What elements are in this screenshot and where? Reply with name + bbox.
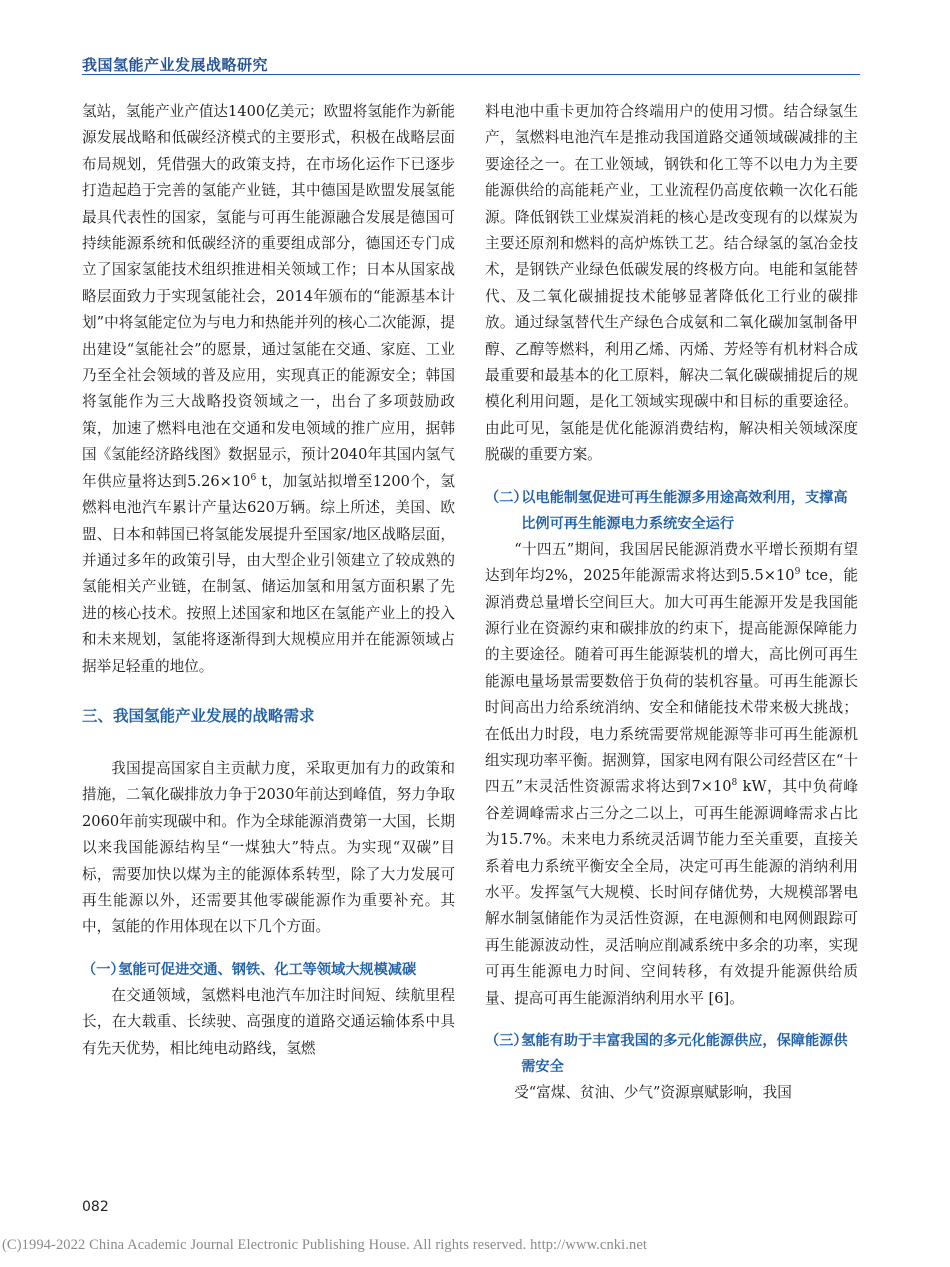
body-paragraph <box>82 99 455 680</box>
subsection-title: 氢能可促进交通、钢铁、化工等领域大规模减碳 <box>118 961 417 978</box>
subsection-number: （一） <box>82 961 125 978</box>
superscript: 9 <box>794 567 801 578</box>
paragraph-text: t，加氢站拟增至1200个，氢燃料电池汽车累计产量达620万辆。综上所述，美国、欧盟、日本和韩国已将氢能发展提升至国家/地区战略层面，并通过多年的政策引导，由大型企业引领建立了较成熟的氢能相关产业链，在制氢、储运加氢和用氢方面积累了先进的核心技术。按照上述国家和地区在氢能产业上的投入和未来规划，氢能将逐渐得到大规模应用并在能源领域占据举足轻重的地位。 <box>82 472 455 675</box>
paragraph-text: kW，其中负荷峰谷差调峰需求占三分之二以上，可再生能源调峰需求占比为15.7%。未来电力系统灵活调节能力至关重要，直接关系着电力系统平衡安全全局，决定可再生能源的消纳利用水平。发挥氢气大规模、长时间存储优势，大规模部署电解水制氢储能作为灵活性资源，在电源侧和电网侧跟踪可再生能源波动性，灵活响应削减系统中多余的功率，实现可再生能源电力时间、空间转移，有效提升能源供给质量、提高可再生能源消纳利用水平 [6]。 <box>485 778 858 1007</box>
paragraph-text: 氢站，氢能产业产值达1400亿美元；欧盟将氢能作为新能源发展战略和低碳经济模式的主要形式，积极在战略层面布局规划，凭借强大的政策支持，在市场化运作下已逐步打造起趋于完善的氢能产业链，其中德国是欧盟发展氢能最具代表性的国家，氢能与可再生能源融合发展是德国可持续能源系统和低碳经济的重要组成部分，德国还专门成立了国家氢能技术组织推进相关领域工作；日本从国家战略层面致力于实现氢能社会，2014年颁布的“能源基本计划”中将氢能定位为与电力和热能并列的核心二次能源，提出建设“氢能社会”的愿景，通过氢能在交通、家庭、工业乃至全社会领域的普及应用，实现真正的能源安全；韩国将氢能作为三大战略投资领域之一，出台了多项鼓励政策，加速了燃料电池在交通和发电领域的推广应用，据韩国《氢能经济路线图》数据显示，预计2040年其国内氢气年供应量将达到5.26×10 <box>82 103 455 490</box>
journal-running-title: 我国氢能产业发展战略研究 <box>82 56 269 74</box>
subsection-title: 以电能制氢促进可再生能源多用途高效利用，支撑高比例可再生能源电力系统安全运行 <box>521 489 848 532</box>
subsection-heading <box>485 485 858 537</box>
body-paragraph: 料电池中重卡更加符合终端用户的使用习惯。结合绿氢生产，氢燃料电池汽车是推动我国道路交通领域碳减排的主要途径之一。在工业领域，钢铁和化工等不以电力为主要能源供给的高能耗产业，工业流程仍高度依赖一次化石能源。降低钢铁工业煤炭消耗的核心是改变现有的以煤炭为主要还原剂和燃料的高炉炼铁工艺。结合绿氢的氢冶金技术，是钢铁产业绿色低碳发展的终极方向。电能和氢能替代、及二氧化碳捕捉技术能够显著降低化工行业的碳排放。通过绿氢替代生产绿色合成氨和二氧化碳加氢制备甲醇、乙醇等燃料，利用乙烯、丙烯、芳烃等有机材料合成最重要和最基本的化工原料，解决二氧化碳碳捕捉后的规模化利用问题，是化工领域实现碳中和目标的重要途径。由此可见，氢能是优化能源消费结构，解决相关领域深度脱碳的重要方案。 <box>485 103 858 464</box>
copyright-footer: (C)1994-2022 China Academic Journal Electronic Publishing House. All rights reserved. http://www.cnki.net <box>2 1237 648 1253</box>
body-paragraph: 受“富煤、贫油、少气”资源禀赋影响，我国 <box>514 1084 792 1101</box>
page-number: 082 <box>82 1199 109 1215</box>
body-paragraph: 在交通领域，氢燃料电池汽车加注时间短、续航里程长，在大载重、长续驶、高强度的道路交通运输体系中具有先天优势，相比纯电动路线，氢燃 <box>82 986 455 1057</box>
subsection-heading <box>82 957 455 983</box>
paragraph-text: “十四五”期间，我国居民能源消费水平增长预期有望达到年均2%，2025年能源需求将达到5.5×10 <box>485 540 858 585</box>
body-paragraph <box>485 537 858 1012</box>
left-column <box>82 99 455 1062</box>
subsection-heading <box>485 1028 858 1080</box>
section-heading: 三、我国氢能产业发展的战略需求 <box>82 706 315 725</box>
subsection-number: （三） <box>485 1033 528 1049</box>
body-paragraph: 我国提高国家自主贡献力度，采取更加有力的政策和措施，二氧化碳排放力争于2030年前达到峰值，努力争取2060年前实现碳中和。作为全球能源消费第一大国，长期以来我国能源结构呈“一煤独大”特点。为实现“双碳”目标，需要加快以煤为主的能源体系转型，除了大力发展可再生能源以外，还需要其他零碳能源作为重要补充。其中，氢能的作用体现在以下几个方面。 <box>82 759 455 936</box>
right-column <box>485 99 858 1106</box>
superscript: 8 <box>731 778 738 789</box>
paragraph-text: tce，能源消费总量增长空间巨大。加大可再生能源开发是我国能源行业在资源约束和碳排放的约束下，提高能源保障能力的主要途径。随着可再生能源装机的增大，高比例可再生能源电量场景需要数倍于负荷的装机容量。可再生能源长时间高出力给系统消纳、安全和储能技术带来极大挑战；在低出力时段，电力系统需要常规能源等非可再生能源机组实现功率平衡。据测算，国家电网有限公司经营区在“十四五”末灵活性资源需求将达到7×10 <box>485 567 858 796</box>
superscript: 6 <box>250 472 257 483</box>
running-header <box>82 52 860 75</box>
subsection-title: 氢能有助于丰富我国的多元化能源供应，保障能源供需安全 <box>521 1033 848 1075</box>
subsection-number: （二） <box>485 489 528 506</box>
